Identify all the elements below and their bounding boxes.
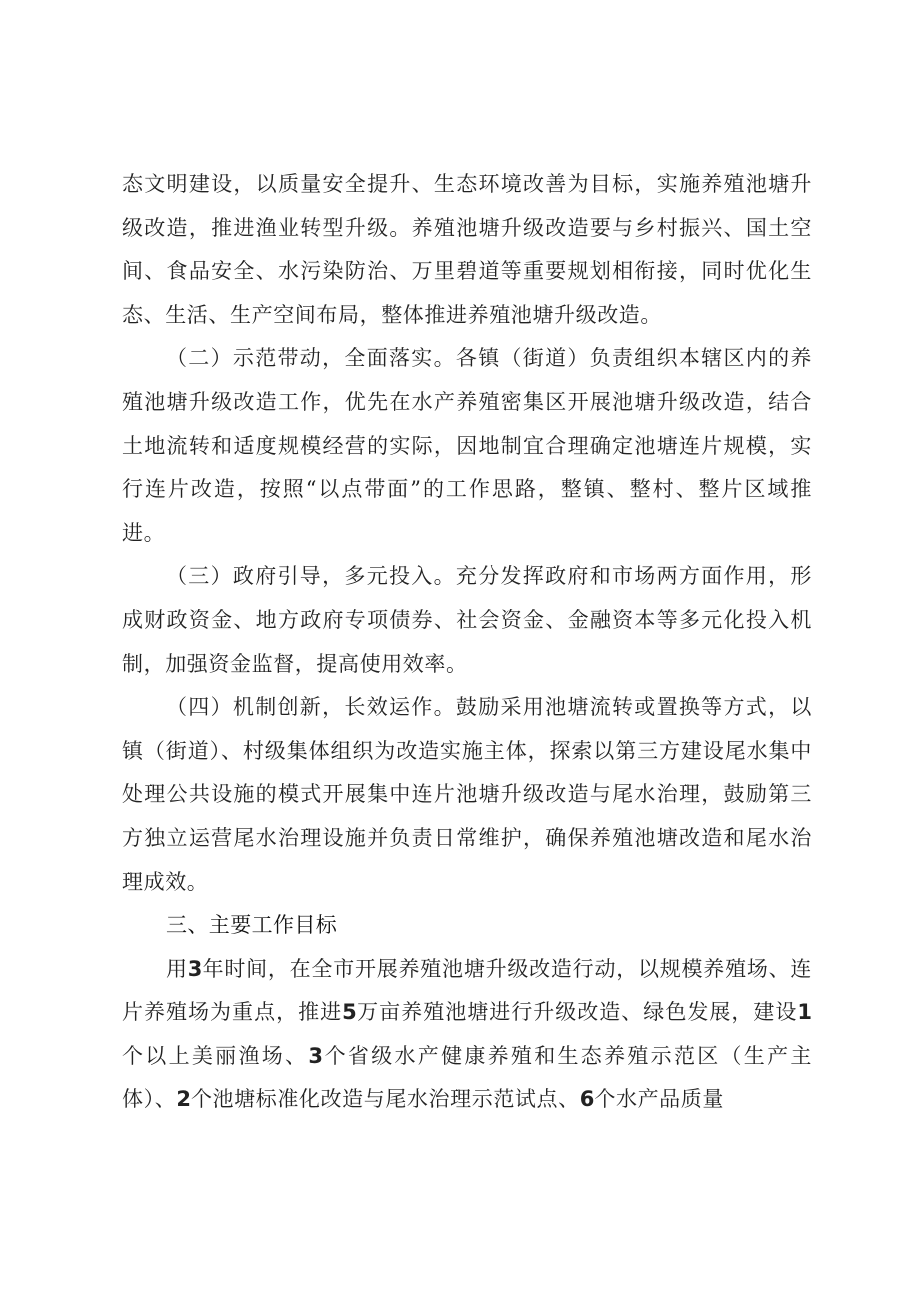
paragraph-demonstration: （二）示范带动，全面落实。各镇（街道）负责组织本辖区内的养殖池塘升级改造工作，优先在水产养殖密集区开展池塘升级改造，结合土地流转和适度规模经营的实际，因地制宜合理确定池塘连片规模，实行连片改造，按照“以点带面”的工作思路，整镇、整村、整片区域推进。 (122, 346, 812, 545)
goal-number-quality: 6 (579, 1087, 595, 1112)
paragraph-mechanism-innovation: （四）机制创新，长效运作。鼓励采用池塘流转或置换等方式，以镇（街道）、村级集体组织为改造实施主体，探索以第三方建设尾水集中处理公共设施的模式开展集中连片池塘升级改造与尾水治理，鼓励第三方独立运营尾水治理设施并负责日常维护，确保养殖池塘改造和尾水治理成效。 (122, 695, 812, 894)
goal-text-2: 年时间，在全市开展养殖池塘升级改造行动，以规模养殖场、连片养殖场为重点，推进 (122, 956, 812, 1025)
goal-text-3: 万亩养殖池塘进行升级改造、绿色发展，建设 (356, 1000, 798, 1025)
goal-number-pilots: 2 (176, 1087, 191, 1112)
paragraph-goals (122, 948, 812, 1122)
goal-text-5: 个省级水产健康养殖和生态养殖示范区（生产主体）、 (122, 1043, 812, 1112)
paragraph-government-guidance: （三）政府引导，多元投入。充分发挥政府和市场两方面作用，形成财政资金、地方政府专项债券、社会资金、金融资本等多元化投入机制，加强资金监督，提高使用效率。 (122, 564, 812, 676)
goal-text-6: 个池塘标准化改造与尾水治理示范试点、 (190, 1087, 580, 1112)
goal-number-area: 5 (342, 1000, 357, 1025)
document-body (122, 163, 812, 1122)
goal-number-demo-zones: 3 (308, 1043, 323, 1068)
goal-text-7: 个水产品质量 (594, 1087, 724, 1112)
section-heading-main-goals: 三、主要工作目标 (166, 913, 338, 938)
goal-number-years: 3 (187, 956, 203, 981)
goal-text-1: 用 (166, 956, 188, 981)
goal-number-fisheries: 1 (797, 1000, 813, 1025)
paragraph-intro: 态文明建设，以质量安全提升、生态环境改善为目标，实施养殖池塘升级改造，推进渔业转型升级。养殖池塘升级改造要与乡村振兴、国土空间、食品安全、水污染防治、万里碧道等重要规划相衔接，同时优化生态、生活、生产空间布局，整体推进养殖池塘升级改造。 (122, 172, 812, 327)
goal-text-4: 个以上美丽渔场、 (122, 1043, 309, 1068)
